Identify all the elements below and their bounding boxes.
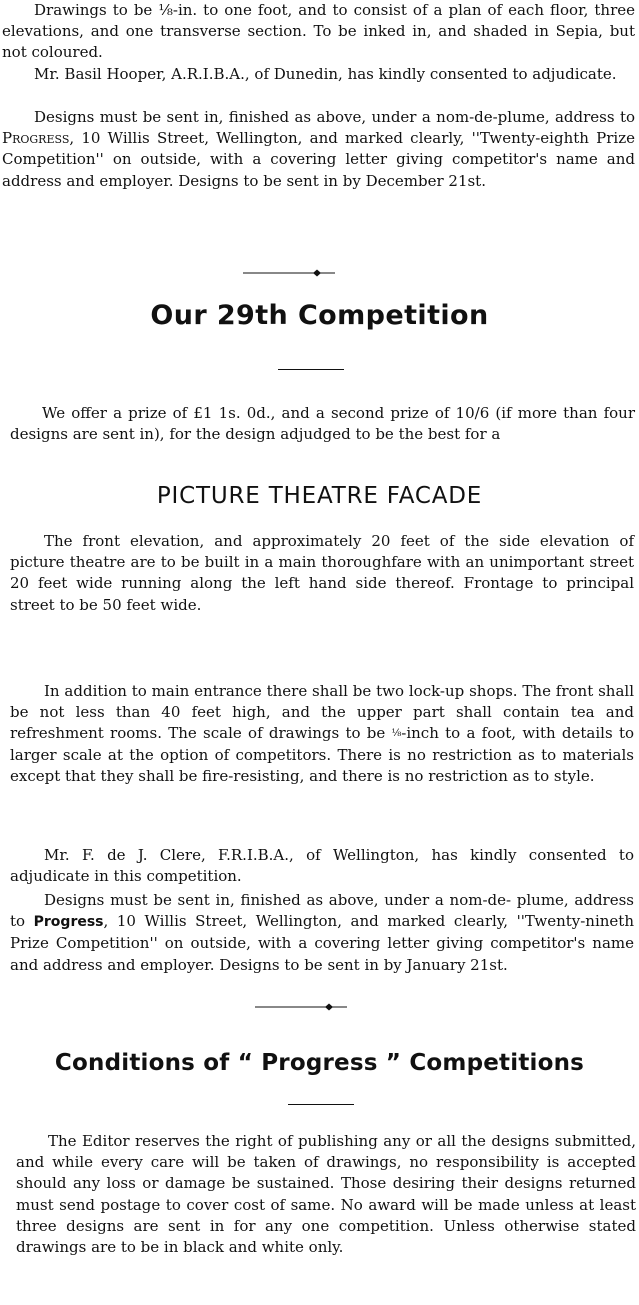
adjudicator-hooper-text: Mr. Basil Hooper, A.R.I.B.A., of Dunedin, has kindly consented to adjudicate. — [34, 65, 617, 83]
conditions-underline — [288, 1104, 354, 1105]
drawings-scale-paragraph — [2, 0, 635, 64]
submission-28th-text-a: Designs must be sent in, finished as above, under a nom-de-plume, address to — [34, 108, 635, 126]
conditions-text: The Editor reserves the right of publishing any or all the designs submitted, and while every care will be taken of drawings, no responsibility is accepted should any loss or damage be sustained. Those desiring their designs returned must send postage to cover cost of same. No award will be made unless at least three designs are sent in for any one competition. Unless otherwise stated drawings are to be in black and white only. — [16, 1132, 636, 1257]
prize-offer-paragraph — [10, 403, 635, 445]
scale-fraction: ⅛ — [391, 728, 402, 740]
progress-name-29th: Progress — [33, 914, 104, 931]
submission-28th-text-b: , 10 Willis Street, Wellington, and marked clearly, ''Twenty-eighth Prize Competition'' on outside, with a covering letter giving competitor's name and address and employer. Designs to be sent in by December 21st. — [2, 129, 635, 190]
submission-28th-paragraph — [2, 107, 635, 192]
adjudicator-clere-text: Mr. F. de J. Clere, F.R.I.B.A., of Wellington, has kindly consented to adjudicate in this competition. — [10, 846, 634, 886]
adjudicator-hooper-paragraph — [2, 64, 635, 85]
picture-theatre-facade-title: PICTURE THEATRE FACADE — [156, 483, 483, 509]
progress-name-28th: Progress — [2, 129, 70, 148]
entrance-shops-text-a: In addition to main entrance there shall be two lock-up shops. The front shall be not less than 40 feet high, and the upper part shall contain tea and refreshment rooms. The scale of drawings to be — [10, 682, 634, 743]
heading-underline — [278, 369, 344, 370]
conditions-paragraph — [16, 1131, 636, 1258]
competition-29-heading: Our 29th Competition — [150, 300, 489, 331]
adjudicator-clere-paragraph — [10, 845, 634, 887]
prize-offer-text: We offer a prize of £1 1s. 0d., and a second prize of 10/6 (if more than four designs are sent in), for the design adjudged to be the best for a — [10, 404, 635, 444]
diamond-separator-icon — [255, 1002, 347, 1012]
submission-29th-text-a: Designs must be sent in, finished as above, under a nom-de- plume, address to — [10, 891, 634, 931]
drawings-scale-text: Drawings to be ⅛-in. to one foot, and to consist of a plan of each floor, three elevations, and one transverse section. To be inked in, and shaded in Sepia, but not coloured. — [2, 1, 635, 62]
front-elevation-text: The front elevation, and approximately 20 feet of the side elevation of picture theatre are to be built in a main thoroughfare with an unimportant street 20 feet wide running along the left hand side thereof. Frontage to principal street to be 50 feet wide. — [10, 532, 634, 614]
submission-29th-text-b: , 10 Willis Street, Wellington, and marked clearly, ''Twenty-nineth Prize Competition'' on outside, with a covering letter giving competitor's name and address and employer. Designs to be sent in by January 21st. — [10, 912, 634, 974]
conditions-heading: Conditions of “ Progress ” Competitions — [54, 1050, 585, 1076]
submission-29th-paragraph — [10, 890, 634, 976]
entrance-shops-text-b: -inch to a foot, with details to larger scale at the option of competitors. There is no restriction as to materials except that they shall be fire-resisting, and there is no restriction as to style. — [10, 724, 634, 785]
front-elevation-paragraph — [10, 531, 634, 616]
diamond-separator-icon — [243, 268, 335, 278]
entrance-shops-paragraph — [10, 681, 634, 787]
